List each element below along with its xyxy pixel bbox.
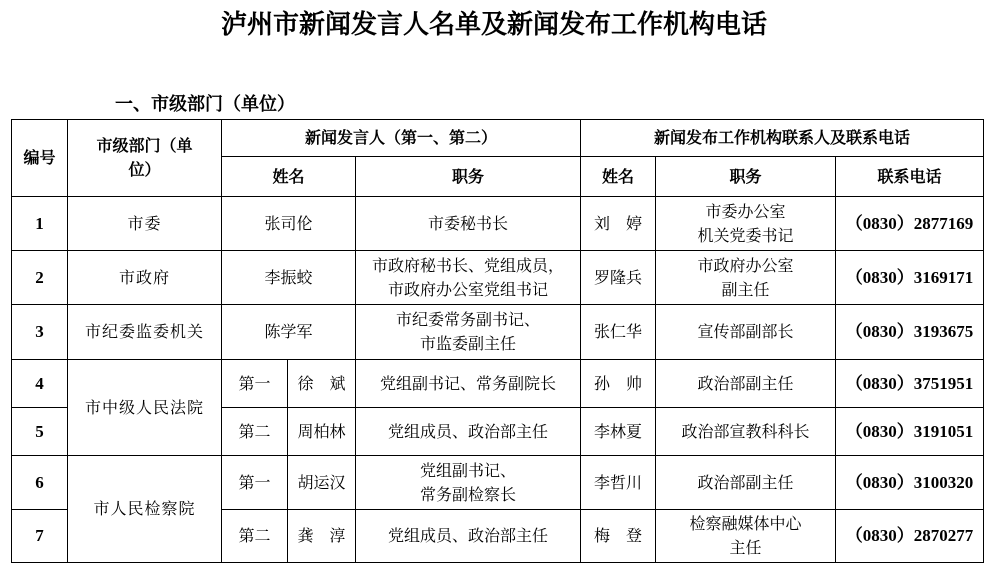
table-row bbox=[12, 360, 984, 408]
spokesperson-name: 张司伦 bbox=[222, 197, 356, 251]
page-title: 泸州市新闻发言人名单及新闻发布工作机构电话 bbox=[220, 10, 767, 40]
department: 市政府 bbox=[68, 251, 222, 305]
spokesperson-rank: 第二 bbox=[222, 408, 288, 456]
header-no: 编号 bbox=[12, 120, 68, 197]
header-spokesperson: 新闻发言人（第一、第二） bbox=[222, 120, 581, 157]
contact-phone: （0830）2870277 bbox=[836, 510, 984, 563]
header-sp-name: 姓名 bbox=[222, 157, 356, 197]
table-row bbox=[12, 251, 984, 305]
spokesperson-name: 胡运汉 bbox=[288, 456, 356, 510]
contact-phone: （0830）3751951 bbox=[836, 360, 984, 408]
spokesperson-duty: 党组成员、政治部主任 bbox=[356, 510, 581, 563]
contact-duty: 政治部副主任 bbox=[656, 456, 836, 510]
department: 市纪委监委机关 bbox=[68, 305, 222, 360]
spokesperson-table bbox=[11, 119, 984, 563]
row-number: 7 bbox=[12, 510, 68, 563]
contact-name: 刘 婷 bbox=[581, 197, 656, 251]
contact-name: 罗隆兵 bbox=[581, 251, 656, 305]
contact-name: 梅 登 bbox=[581, 510, 656, 563]
row-number: 4 bbox=[12, 360, 68, 408]
spokesperson-duty: 市政府秘书长、党组成员， 市政府办公室党组书记 bbox=[356, 251, 581, 305]
table-row bbox=[12, 197, 984, 251]
contact-name: 张仁华 bbox=[581, 305, 656, 360]
spokesperson-name: 龚 淳 bbox=[288, 510, 356, 563]
spokesperson-rank: 第一 bbox=[222, 360, 288, 408]
spokesperson-duty: 市纪委常务副书记、 市监委副主任 bbox=[356, 305, 581, 360]
spokesperson-name: 李振蛟 bbox=[222, 251, 356, 305]
spokesperson-name: 徐 斌 bbox=[288, 360, 356, 408]
spokesperson-duty: 市委秘书长 bbox=[356, 197, 581, 251]
contact-duty: 检察融媒体中心 主任 bbox=[656, 510, 836, 563]
row-number: 1 bbox=[12, 197, 68, 251]
contact-duty: 市政府办公室 副主任 bbox=[656, 251, 836, 305]
header-c-duty: 职务 bbox=[656, 157, 836, 197]
contact-duty: 市委办公室 机关党委书记 bbox=[656, 197, 836, 251]
row-number: 6 bbox=[12, 456, 68, 510]
row-number: 5 bbox=[12, 408, 68, 456]
spokesperson-rank: 第一 bbox=[222, 456, 288, 510]
department: 市中级人民法院 bbox=[68, 360, 222, 456]
spokesperson-rank: 第二 bbox=[222, 510, 288, 563]
table-row bbox=[12, 305, 984, 360]
spokesperson-duty: 党组副书记、常务副院长 bbox=[356, 360, 581, 408]
row-number: 2 bbox=[12, 251, 68, 305]
section-heading: 一、市级部门（单位） bbox=[115, 94, 295, 115]
spokesperson-duty: 党组副书记、 常务副检察长 bbox=[356, 456, 581, 510]
contact-name: 李哲川 bbox=[581, 456, 656, 510]
department: 市委 bbox=[68, 197, 222, 251]
contact-duty: 政治部宣教科科长 bbox=[656, 408, 836, 456]
contact-duty: 宣传部副部长 bbox=[656, 305, 836, 360]
spokesperson-duty: 党组成员、政治部主任 bbox=[356, 408, 581, 456]
contact-name: 孙 帅 bbox=[581, 360, 656, 408]
header-sp-duty: 职务 bbox=[356, 157, 581, 197]
department: 市人民检察院 bbox=[68, 456, 222, 563]
contact-name: 李林夏 bbox=[581, 408, 656, 456]
table-row bbox=[12, 456, 984, 510]
row-number: 3 bbox=[12, 305, 68, 360]
contact-phone: （0830）3193675 bbox=[836, 305, 984, 360]
header-c-phone: 联系电话 bbox=[836, 157, 984, 197]
contact-phone: （0830）3100320 bbox=[836, 456, 984, 510]
header-c-name: 姓名 bbox=[581, 157, 656, 197]
header-dept: 市级部门（单位） bbox=[68, 120, 222, 197]
contact-duty: 政治部副主任 bbox=[656, 360, 836, 408]
contact-phone: （0830）3169171 bbox=[836, 251, 984, 305]
spokesperson-name: 周柏林 bbox=[288, 408, 356, 456]
header-contact: 新闻发布工作机构联系人及联系电话 bbox=[581, 120, 984, 157]
contact-phone: （0830）3191051 bbox=[836, 408, 984, 456]
spokesperson-name: 陈学军 bbox=[222, 305, 356, 360]
contact-phone: （0830）2877169 bbox=[836, 197, 984, 251]
